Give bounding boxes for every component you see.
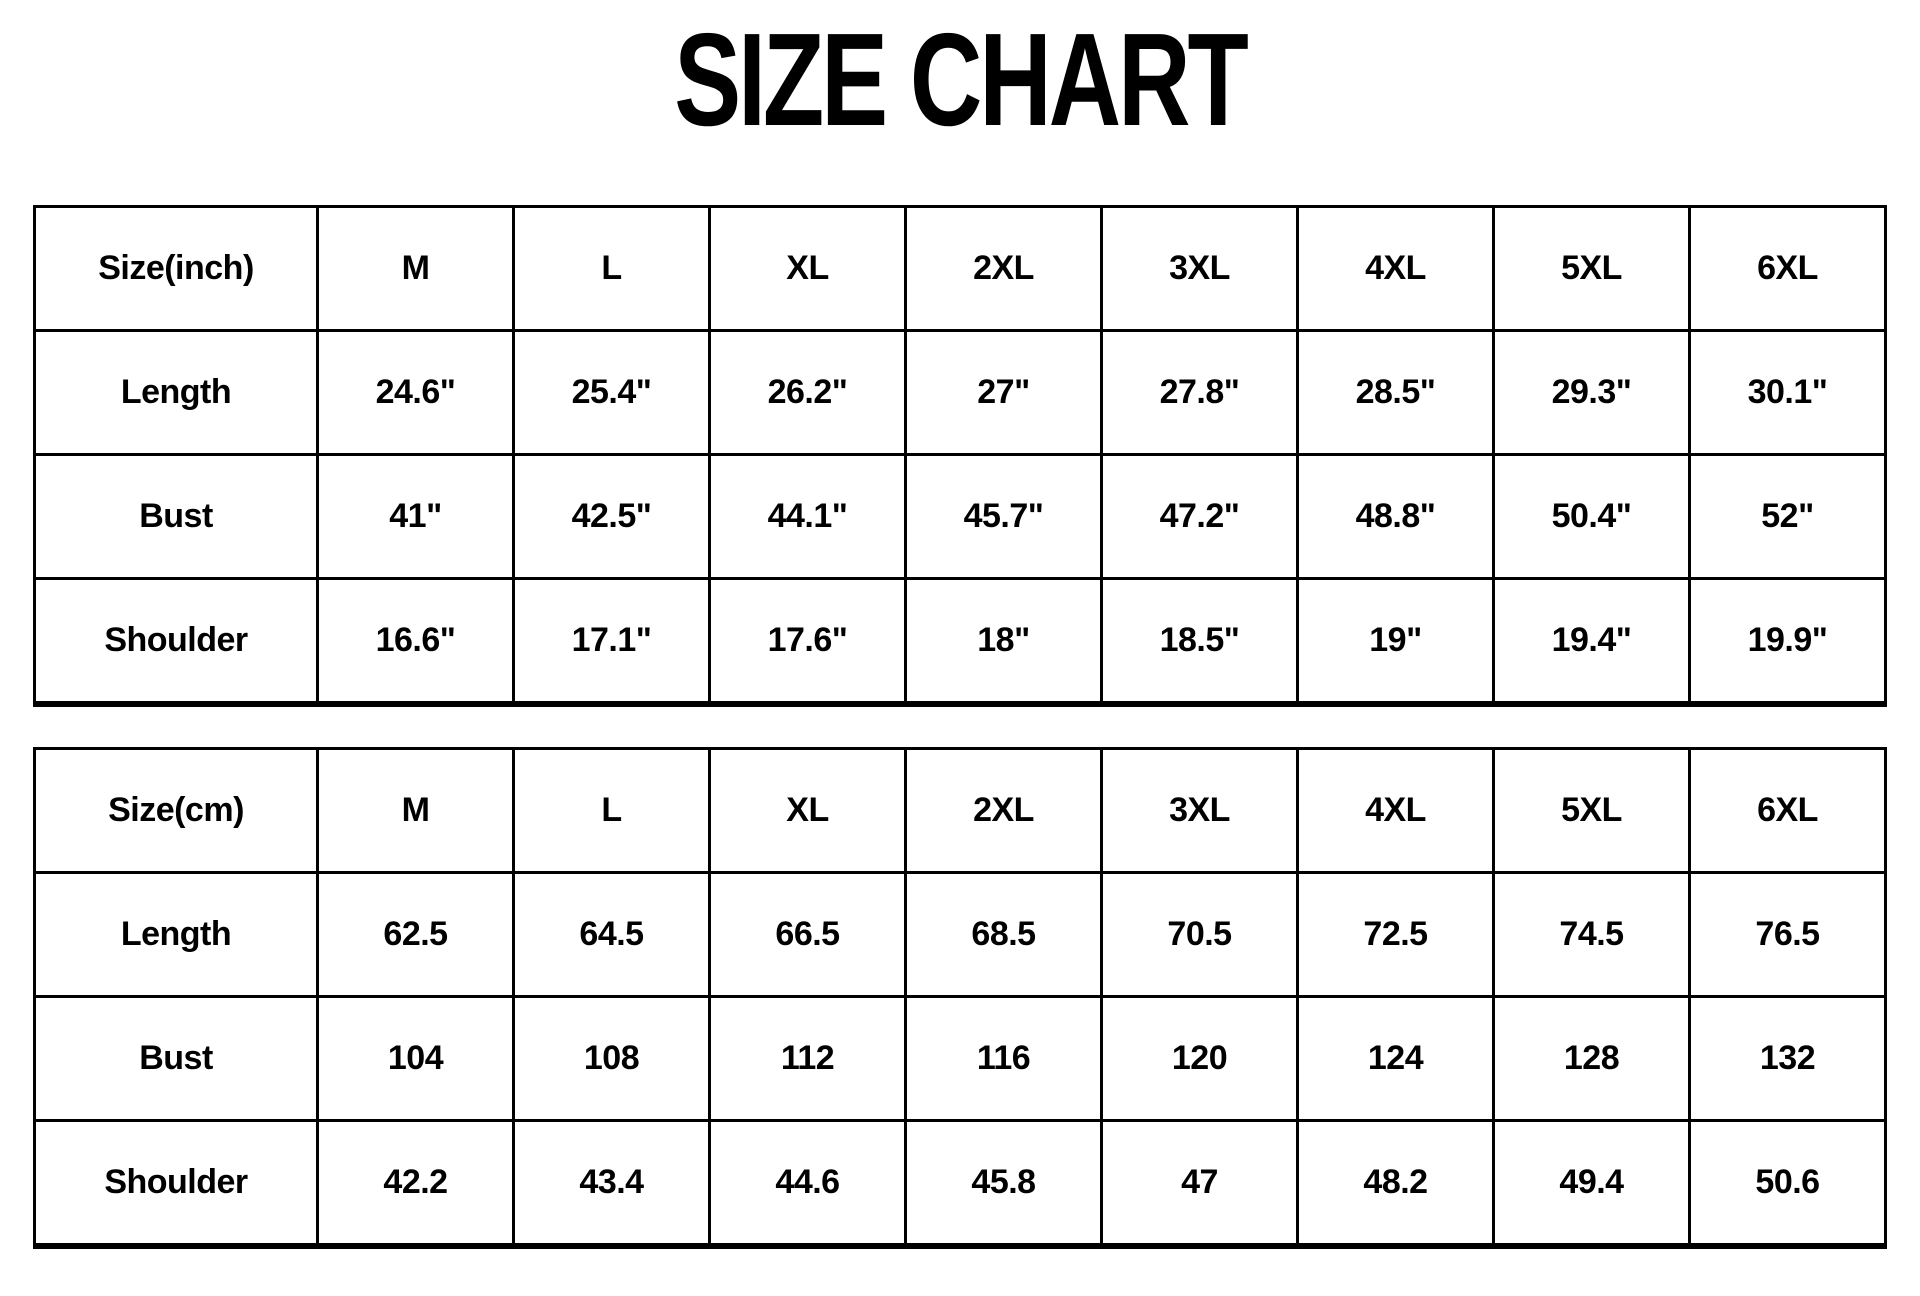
table-cell: 116 <box>906 997 1102 1121</box>
table-header-cell: 3XL <box>1102 207 1298 331</box>
table-cell: 45.8 <box>906 1121 1102 1247</box>
table-row <box>35 1121 1886 1247</box>
table-header-cell: XL <box>710 749 906 873</box>
table-cell: 30.1" <box>1690 331 1886 455</box>
table-cell: 124 <box>1298 997 1494 1121</box>
table-header-cell: 4XL <box>1298 749 1494 873</box>
table-cell: 18.5" <box>1102 579 1298 705</box>
table-cell: 19" <box>1298 579 1494 705</box>
table-cell: 50.6 <box>1690 1121 1886 1247</box>
table-cell: 27" <box>906 331 1102 455</box>
table-header-cell: XL <box>710 207 906 331</box>
table-header-cell: L <box>514 749 710 873</box>
table-header-cell: 2XL <box>906 207 1102 331</box>
table-header-cell: 5XL <box>1494 749 1690 873</box>
table-cell: 70.5 <box>1102 873 1298 997</box>
table-cell: 27.8" <box>1102 331 1298 455</box>
table-cell: 42.2 <box>318 1121 514 1247</box>
table-cell: 44.6 <box>710 1121 906 1247</box>
table-header-row <box>35 749 1886 873</box>
table-row <box>35 873 1886 997</box>
table-row <box>35 331 1886 455</box>
table-header-row <box>35 207 1886 331</box>
table-cell: 16.6" <box>318 579 514 705</box>
table-header-cell: L <box>514 207 710 331</box>
table-header-cell: 6XL <box>1690 207 1886 331</box>
size-chart-cm-table <box>33 747 1887 1249</box>
table-cell: 48.8" <box>1298 455 1494 579</box>
table-cell: 29.3" <box>1494 331 1690 455</box>
table-cell: 17.6" <box>710 579 906 705</box>
table-cell: 112 <box>710 997 906 1121</box>
table-cell: 47 <box>1102 1121 1298 1247</box>
table-cell: 42.5" <box>514 455 710 579</box>
table-header-cell: M <box>318 207 514 331</box>
table-header-cell: 3XL <box>1102 749 1298 873</box>
table-cell: 108 <box>514 997 710 1121</box>
table-cell: 19.4" <box>1494 579 1690 705</box>
table-header-cell: M <box>318 749 514 873</box>
row-label: Bust <box>35 455 318 579</box>
table-cell: 50.4" <box>1494 455 1690 579</box>
table-header-cell: Size(cm) <box>35 749 318 873</box>
table-cell: 17.1" <box>514 579 710 705</box>
table-cell: 24.6" <box>318 331 514 455</box>
row-label: Length <box>35 331 318 455</box>
row-label: Shoulder <box>35 579 318 705</box>
row-label: Length <box>35 873 318 997</box>
table-row <box>35 455 1886 579</box>
table-cell: 72.5 <box>1298 873 1494 997</box>
table-cell: 68.5 <box>906 873 1102 997</box>
table-cell: 120 <box>1102 997 1298 1121</box>
row-label: Shoulder <box>35 1121 318 1247</box>
table-cell: 52" <box>1690 455 1886 579</box>
table-cell: 64.5 <box>514 873 710 997</box>
table-header-cell: 6XL <box>1690 749 1886 873</box>
table-cell: 66.5 <box>710 873 906 997</box>
table-row <box>35 997 1886 1121</box>
table-cell: 45.7" <box>906 455 1102 579</box>
table-header-cell: 4XL <box>1298 207 1494 331</box>
table-cell: 104 <box>318 997 514 1121</box>
table-cell: 41" <box>318 455 514 579</box>
table-header-cell: 5XL <box>1494 207 1690 331</box>
table-cell: 44.1" <box>710 455 906 579</box>
table-header-cell: Size(inch) <box>35 207 318 331</box>
row-label: Bust <box>35 997 318 1121</box>
table-cell: 74.5 <box>1494 873 1690 997</box>
table-cell: 19.9" <box>1690 579 1886 705</box>
table-cell: 132 <box>1690 997 1886 1121</box>
table-cell: 43.4 <box>514 1121 710 1247</box>
table-cell: 49.4 <box>1494 1121 1690 1247</box>
table-cell: 128 <box>1494 997 1690 1121</box>
table-cell: 47.2" <box>1102 455 1298 579</box>
table-cell: 26.2" <box>710 331 906 455</box>
title-bar <box>0 0 1920 160</box>
table-header-cell: 2XL <box>906 749 1102 873</box>
table-cell: 48.2 <box>1298 1121 1494 1247</box>
table-cell: 76.5 <box>1690 873 1886 997</box>
table-cell: 25.4" <box>514 331 710 455</box>
table-cell: 28.5" <box>1298 331 1494 455</box>
table-cell: 18" <box>906 579 1102 705</box>
table-cell: 62.5 <box>318 873 514 997</box>
size-chart-inch-table <box>33 205 1887 707</box>
table-row <box>35 579 1886 705</box>
page-title: SIZE CHART <box>674 6 1246 153</box>
